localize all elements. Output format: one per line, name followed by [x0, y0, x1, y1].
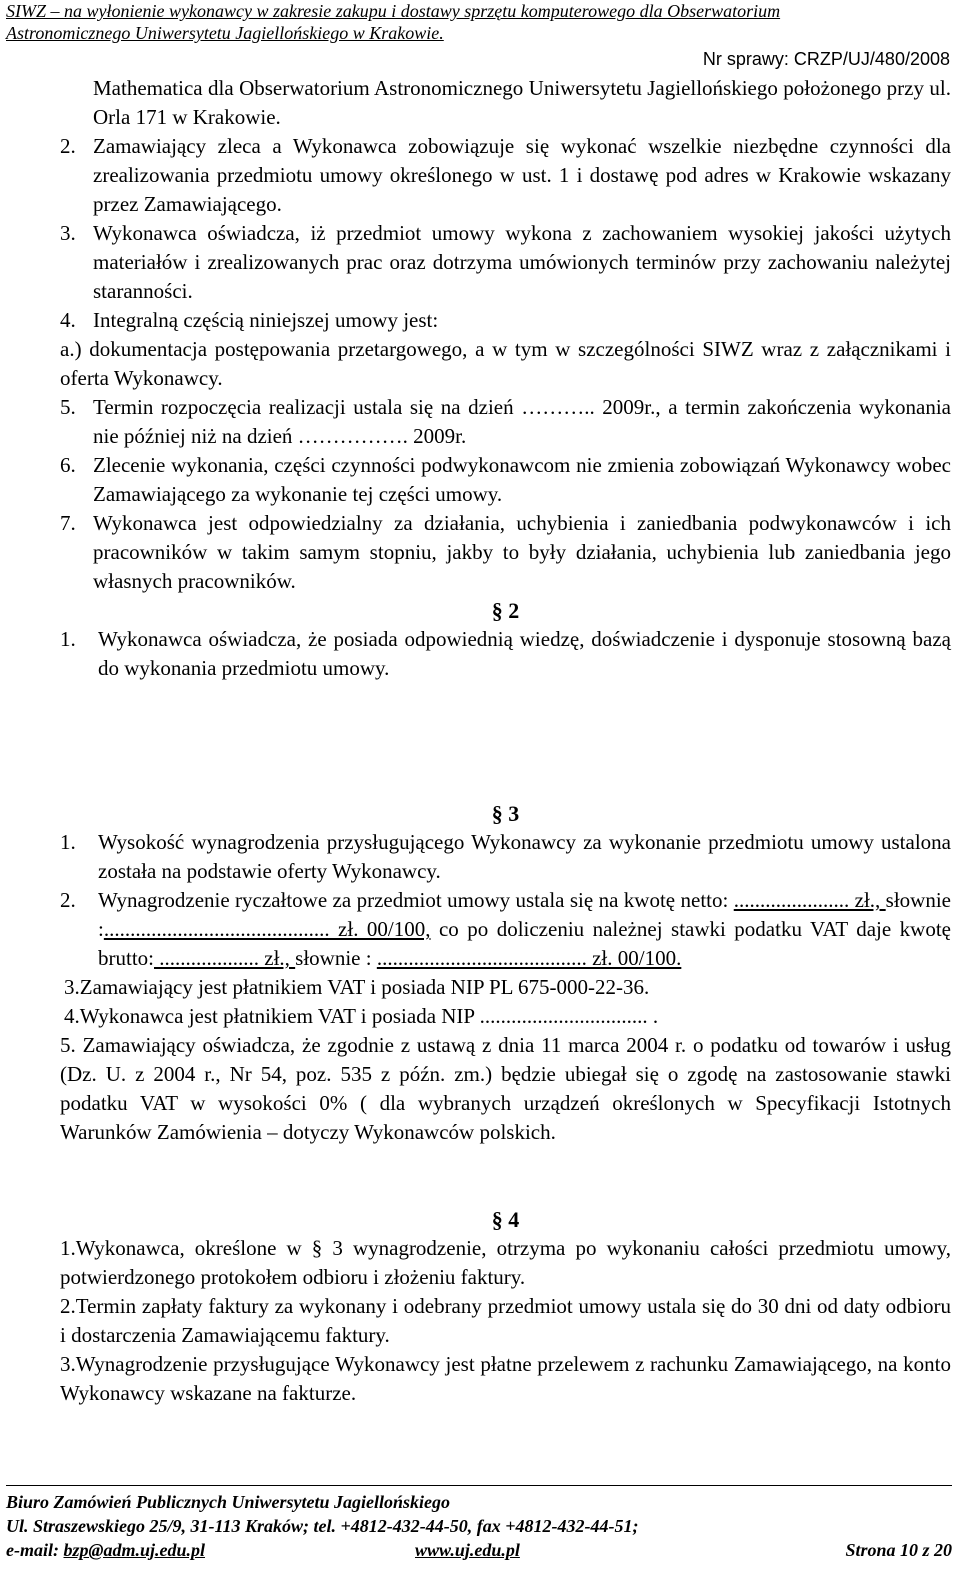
- item-text: Wysokość wynagrodzenia przysługującego Wykonawcy za wykonanie przedmiotu umowy ustalona została na podstawie oferty Wykonawcy.: [98, 830, 951, 883]
- item-1-4a: a.) dokumentacja postępowania przetargowego, a w tym w szczególności SIWZ wraz z załącznikami i oferta Wykonawcy.: [60, 337, 951, 390]
- footer-divider: [6, 1485, 952, 1486]
- item-1-6: [60, 451, 951, 509]
- document-body: [60, 74, 951, 1408]
- item-text: Wynagrodzenie ryczałtowe za przedmiot umowy ustala się na kwotę netto: ...................... zł., słownie :........................................... zł. 00/100, co po doliczeniu należnej stawki podatku VAT daje kwotę brutto: ................... zł., słownie : ........................................ zł. 00/100.: [98, 888, 951, 970]
- item-1-5: [60, 393, 951, 451]
- footer-org: Biuro Zamówień Publicznych Uniwersytetu Jagiellońskiego: [6, 1492, 451, 1512]
- item-text: Wykonawca jest odpowiedzialny za działania, uchybienia i zaniedbania podwykonawców i ich pracowników w takim samym stopniu, jakby to były działania, uchybienia lub zaniedbania jego własnych pracowników.: [93, 511, 951, 593]
- case-number: Nr sprawy: CRZP/UJ/480/2008: [702, 49, 950, 69]
- footer-address: Ul. Straszewskiego 25/9, 31-113 Kraków; tel. +4812-432-44-50, fax +4812-432-44-51;: [6, 1516, 639, 1536]
- email-link[interactable]: bzp@adm.uj.edu.pl: [63, 1540, 205, 1560]
- item-number: 2.: [60, 888, 76, 912]
- item-4-3: 3.Wynagrodzenie przysługujące Wykonawcy jest płatne przelewem z rachunku Zamawiającego, na konto Wykonawcy wskazane na fakturze.: [60, 1352, 951, 1405]
- paragraph-intro: Mathematica dla Obserwatorium Astronomicznego Uniwersytetu Jagiellońskiego położonego przy ul. Orla 171 w Krakowie.: [93, 76, 951, 129]
- item-text: Termin rozpoczęcia realizacji ustala się na dzień ……….. 2009r., a termin zakończenia wykonania nie później niż na dzień ……………. 2009r.: [93, 395, 951, 448]
- item-text: Zamawiający zleca a Wykonawca zobowiązuje się wykonać wszelkie niezbędne czynności dla zrealizowania przedmiotu umowy określonego w ust. 1 i dostawę pod adres w Krakowie wskazany przez Zamawiającego.: [93, 134, 951, 216]
- item-number: 7.: [60, 511, 76, 535]
- website-link[interactable]: www.uj.edu.pl: [415, 1540, 520, 1560]
- item-1-4: [60, 306, 951, 335]
- item-3-1: [60, 828, 951, 886]
- item-number: 6.: [60, 453, 76, 477]
- item-number: 5.: [60, 395, 76, 419]
- item-1-7: [60, 509, 951, 596]
- section-heading-2: § 2: [491, 598, 520, 623]
- item-4-2: 2.Termin zapłaty faktury za wykonany i odebrany przedmiot umowy ustala się do 30 dni od daty odbioru i dostarczenia Zamawiającemu faktury.: [60, 1294, 951, 1347]
- item-number: 3.: [60, 221, 76, 245]
- email-label: e-mail:: [6, 1540, 64, 1560]
- item-3-2: [60, 886, 951, 973]
- item-number: 1.: [60, 627, 76, 651]
- section-heading-3: § 3: [491, 801, 520, 826]
- item-number: 4.: [60, 308, 76, 332]
- item-4-1: 1.Wykonawca, określone w § 3 wynagrodzenie, otrzyma po wykonaniu całości przedmiotu umowy, potwierdzonego protokołem odbioru i złożeniu faktury.: [60, 1236, 951, 1289]
- item-3-5: 5. Zamawiający oświadcza, że zgodnie z ustawą z dnia 11 marca 2004 r. o podatku od towarów i usług (Dz. U. z 2004 r., Nr 54, poz. 535 z późn. zm.) będzie ubiegał się o zgodę na zastosowanie stawki podatku VAT w wysokości 0% ( dla wybranych urządzeń określonych w Specyfikacji Istotnych Warunków Zamówienia – dotyczy Wykonawców polskich.: [60, 1033, 951, 1144]
- item-text: Wykonawca oświadcza, że posiada odpowiednią wiedzę, doświadczenie i dysponuje stosowną bazą do wykonania przedmiotu umowy.: [98, 627, 951, 680]
- item-text: Integralną częścią niniejszej umowy jest:: [93, 308, 439, 332]
- header-title-line2: Astronomicznego Uniwersytetu Jagiellońskiego w Krakowie.: [6, 23, 444, 43]
- item-1-2: [60, 132, 951, 219]
- section-heading-4: § 4: [491, 1207, 520, 1232]
- page-number: Strona 10 z 20: [845, 1540, 952, 1560]
- item-text: Zlecenie wykonania, części czynności podwykonawcom nie zmienia zobowiązań Wykonawcy wobec Zamawiającego za wykonanie tej części umowy.: [93, 453, 951, 506]
- item-text: Wykonawca oświadcza, iż przedmiot umowy wykona z zachowaniem wysokiej jakości użytych materiałów i zrealizowanych prac oraz dotrzyma umówionych terminów przy zachowaniu należytej staranności.: [93, 221, 951, 303]
- page-footer: [6, 1485, 952, 1562]
- item-3-4: 4.Wykonawca jest płatnikiem VAT i posiada NIP ................................ .: [64, 1004, 659, 1028]
- item-2-1: [60, 625, 951, 683]
- item-1-3: [60, 219, 951, 306]
- item-3-3: 3.Zamawiający jest płatnikiem VAT i posiada NIP PL 675-000-22-36.: [64, 975, 650, 999]
- page-header: [6, 0, 952, 69]
- footer-contact: [6, 1538, 952, 1562]
- item-number: 1.: [60, 830, 76, 854]
- header-title-line1: SIWZ – na wyłonienie wykonawcy w zakresie zakupu i dostawy sprzętu komputerowego dla Obserwatorium: [6, 1, 781, 21]
- item-number: 2.: [60, 134, 76, 158]
